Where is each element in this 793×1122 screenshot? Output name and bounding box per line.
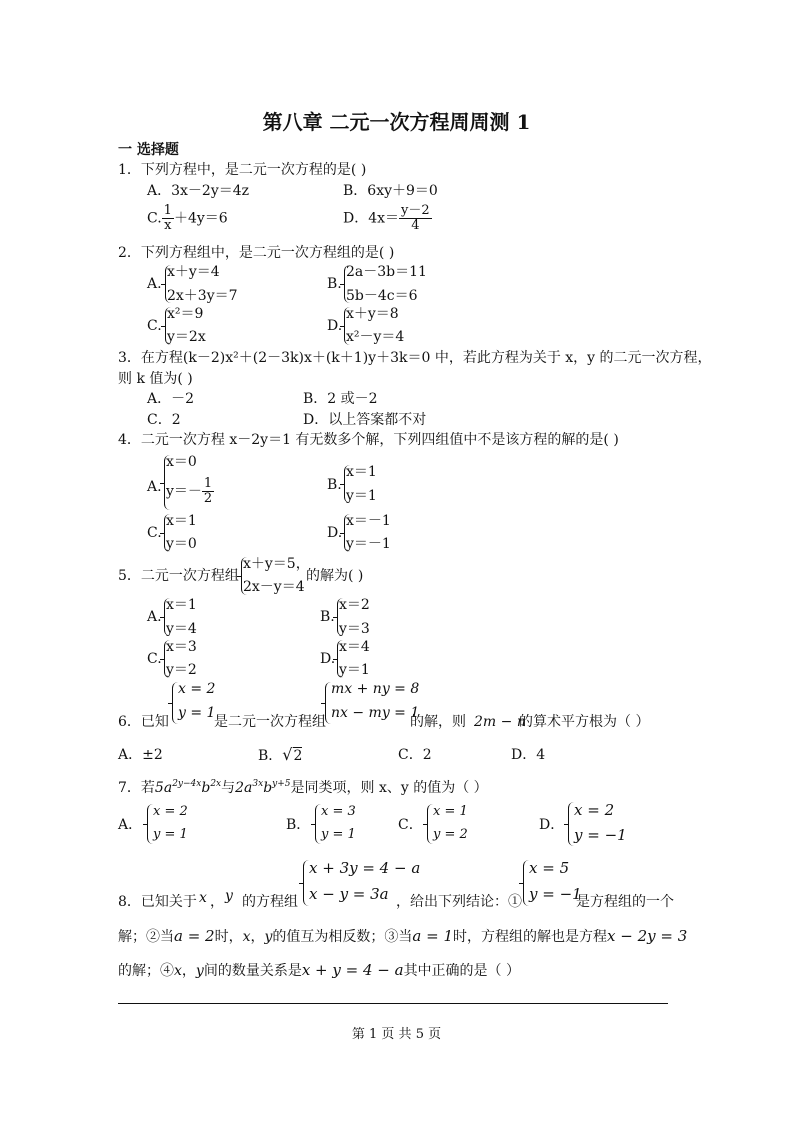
- q8-sys-eq2: x − y = 3a: [309, 885, 389, 903]
- q3-option-c: C．2: [147, 412, 181, 428]
- q8-l3-y: y: [195, 963, 204, 979]
- q1-c-label: C.: [147, 210, 162, 227]
- q8-l2-d: 时，方程组的解也是方程: [453, 929, 608, 945]
- q2-d-label: D.: [327, 318, 343, 334]
- q5-a-eq2: y＝4: [166, 621, 197, 637]
- q5-d-label: D.: [320, 651, 336, 667]
- q7-term2: 2a: [235, 780, 253, 796]
- q8-l3-a: 的解；④: [118, 963, 174, 979]
- q5-c-eq2: y＝2: [166, 662, 197, 678]
- q2-b-label: B.: [327, 276, 342, 292]
- q2-a-label: A.: [147, 276, 162, 292]
- q1-option-b: B．6xy＋9＝0: [343, 183, 438, 199]
- q3-option-a: A．－2: [147, 391, 195, 407]
- section-heading: 一 选择题: [118, 142, 179, 158]
- q4-a-label: A.: [147, 479, 162, 495]
- q1-d-den: 4: [411, 218, 420, 233]
- q7-pre: 7．若: [118, 780, 155, 796]
- q8-l3-b: 间的数量关系是: [203, 963, 302, 979]
- q6-expr: 2m − n: [474, 714, 526, 730]
- q8-l2-a: 解；②当: [118, 929, 174, 945]
- q1-stem: 1．下列方程中，是二元一次方程的是( ): [118, 162, 367, 178]
- q7-d-eq2: y = −1: [574, 826, 627, 844]
- q1-c-post: ＋4y＝6: [173, 210, 228, 227]
- q5-b-eq1: x＝2: [339, 597, 370, 613]
- q8-l2-eq: x − 2y = 3: [607, 927, 688, 945]
- q8-l3-x: x: [174, 963, 182, 979]
- q4-a-den: 2: [203, 491, 213, 506]
- q1-c-num: 1: [163, 203, 172, 218]
- sqrt-icon: √: [282, 745, 293, 764]
- q8-l2-y: y: [264, 929, 273, 945]
- q5-b-label: B.: [320, 609, 335, 625]
- q7-term1-b: b: [201, 780, 211, 796]
- q6-option-a: A．±2: [118, 747, 163, 763]
- q6-post2: 的算术平方根为（ ）: [519, 714, 650, 730]
- q5-c-eq1: x＝3: [166, 639, 197, 655]
- q8-sol-eq2: y = −1: [529, 885, 582, 903]
- q4-stem: 4．二元一次方程 x－2y＝1 有无数多个解，下列四组值中不是该方程的解的是( ): [118, 432, 619, 448]
- q8-line1-post: ，给出下列结论：①: [396, 894, 522, 910]
- q6-b-value: 2: [293, 748, 303, 764]
- q6-option-c: C．2: [398, 747, 432, 763]
- q5-d-eq2: y＝1: [339, 662, 370, 678]
- q5-a-eq1: x＝1: [166, 597, 197, 613]
- q5-a-label: A.: [147, 609, 162, 625]
- q8-cond2: a = 1: [412, 927, 454, 945]
- q7-term2-b: b: [263, 780, 273, 796]
- q5-b-eq2: y＝3: [339, 621, 370, 637]
- q8-sys-eq1: x + 3y = 4 − a: [309, 859, 421, 877]
- q5-system-eq1: x＋y＝5，: [243, 556, 310, 572]
- q2-c-eq1: x²＝9: [167, 306, 204, 322]
- q1-option-d: [343, 204, 432, 233]
- q8-l2-sep: ，: [250, 929, 265, 945]
- q7-term1-exp-a: 2y−4x: [172, 779, 202, 789]
- q4-c-label: C.: [147, 525, 162, 541]
- q8-var-x: x: [199, 890, 207, 906]
- q4-d-label: D.: [327, 525, 343, 541]
- q7-term1-exp-b: 2x: [210, 779, 222, 789]
- q1-d-fraction: [399, 204, 432, 233]
- q2-stem: 2．下列方程组中，是二元一次方程组的是( ): [118, 245, 395, 261]
- q2-d-eq2: x²－y＝4: [346, 329, 405, 345]
- q2-a-eq1: x＋y＝4: [167, 264, 220, 280]
- q7-mid: 与: [221, 780, 236, 796]
- q4-d-eq1: x＝－1: [346, 513, 391, 529]
- q8-line1-end: 是方程组的一个: [576, 894, 674, 910]
- q2-b-eq2: 5b－4c＝6: [346, 288, 418, 304]
- q1-d-num: y－2: [401, 203, 430, 218]
- q6-b-label: B．: [258, 748, 283, 764]
- q1-c-fraction: [162, 204, 174, 233]
- q6-post1: 的解，则: [410, 714, 466, 730]
- q6-option-b: [258, 746, 302, 765]
- q5-c-label: C.: [147, 651, 162, 667]
- q5-system-eq2: 2x－y＝4: [243, 579, 305, 595]
- q2-c-eq2: y＝2x: [167, 329, 206, 345]
- q4-a-eq2: [166, 477, 214, 506]
- q2-b-eq1: 2a－3b＝11: [346, 264, 427, 280]
- q4-b-eq2: y＝1: [346, 488, 377, 504]
- q7-a-eq1: x = 2: [153, 804, 188, 819]
- q6-option-d: D．4: [511, 747, 546, 763]
- q8-cond1: a = 2: [174, 927, 215, 945]
- q8-line1-pre: 8．已知关于: [118, 894, 197, 910]
- q8-l2-c: 的值互为相反数；③当: [272, 929, 413, 945]
- q7-b-eq2: y = 1: [321, 827, 356, 842]
- page-number: 第 1 页 共 5 页: [351, 1027, 442, 1042]
- q1-c-den: x: [164, 218, 172, 233]
- q7-b-eq1: x = 3: [321, 804, 356, 819]
- q6-sol-eq1: x = 2: [178, 681, 216, 697]
- q7-b-label: B．: [286, 817, 311, 833]
- q7-c-eq1: x = 1: [433, 804, 468, 819]
- q5-stem-post: 的解为( ): [306, 568, 364, 584]
- page-title: 第八章 二元一次方程周周测 1: [262, 110, 531, 134]
- q7-stem: [118, 775, 488, 797]
- q3-option-d: D．以上答案都不对: [303, 412, 427, 428]
- q4-b-eq1: x＝1: [346, 464, 377, 480]
- q8-l2-b: 时，: [214, 929, 243, 945]
- q7-term2-exp-a: 3x: [252, 779, 264, 789]
- q8-l2-x: x: [242, 929, 251, 945]
- q6-sys-eq2: nx − my = 1: [331, 705, 420, 721]
- q8-sep: ，: [210, 894, 224, 910]
- q1-option-a: A．3x－2y＝4z: [147, 183, 250, 199]
- q7-a-eq2: y = 1: [153, 827, 188, 842]
- q8-var-y: y: [225, 888, 233, 904]
- q7-post: 是同类项，则 x、y 的值为（ ）: [290, 780, 488, 796]
- q1-option-c: [147, 204, 228, 233]
- q8-l3-sep: ，: [181, 963, 196, 979]
- q2-a-eq2: 2x＋3y＝7: [167, 288, 238, 304]
- q4-a-eq1: x＝0: [166, 454, 197, 470]
- q6-sol-eq2: y = 1: [178, 705, 216, 721]
- q4-c-eq1: x＝1: [166, 513, 197, 529]
- q4-a-num: 1: [203, 476, 213, 491]
- q7-c-label: C．: [398, 817, 423, 833]
- q4-c-eq2: y＝0: [166, 536, 197, 552]
- q7-a-label: A．: [118, 817, 143, 833]
- q6-sys-eq1: mx + ny = 8: [331, 681, 420, 697]
- q7-term1: 5a: [154, 780, 173, 796]
- footer-divider: [118, 1003, 668, 1004]
- q4-a-fraction: [202, 477, 214, 506]
- q1-d-label: D．4x＝: [343, 210, 400, 227]
- q2-c-label: C.: [147, 318, 162, 334]
- q7-c-eq2: y = 2: [433, 827, 468, 842]
- q3-stem: 3．在方程(k－2)x²＋(2－3k)x＋(k＋1)y＋3k＝0 中，若此方程为关于 x，y 的二元一次方程，: [118, 350, 712, 366]
- q8-sol-eq1: x = 5: [529, 859, 570, 877]
- q4-d-eq2: y＝－1: [346, 536, 391, 552]
- q8-line2: [118, 927, 687, 946]
- q8-line3: [118, 961, 520, 980]
- q3-option-b: B．2 或－2: [303, 391, 378, 407]
- q6-pre: 6．已知: [118, 714, 169, 730]
- q3-stem-cont: 则 k 值为( ): [118, 371, 193, 387]
- q5-stem-pre: 5．二元一次方程组: [118, 568, 239, 584]
- q2-d-eq1: x＋y＝8: [346, 306, 399, 322]
- q4-a-eq2-pre: y＝－: [166, 483, 202, 500]
- q8-l3-c: 其中正确的是（ ）: [403, 963, 521, 979]
- q8-l3-eq: x + y = 4 − a: [301, 961, 404, 979]
- q7-d-label: D．: [539, 817, 565, 833]
- q8-line1-mid: 的方程组: [242, 894, 298, 910]
- q5-d-eq1: x＝4: [339, 639, 370, 655]
- q7-term2-exp-b: y+5: [272, 779, 291, 789]
- q4-b-label: B.: [327, 477, 342, 493]
- q7-d-eq1: x = 2: [574, 801, 615, 819]
- q6-mid: 是二元一次方程组: [214, 714, 326, 730]
